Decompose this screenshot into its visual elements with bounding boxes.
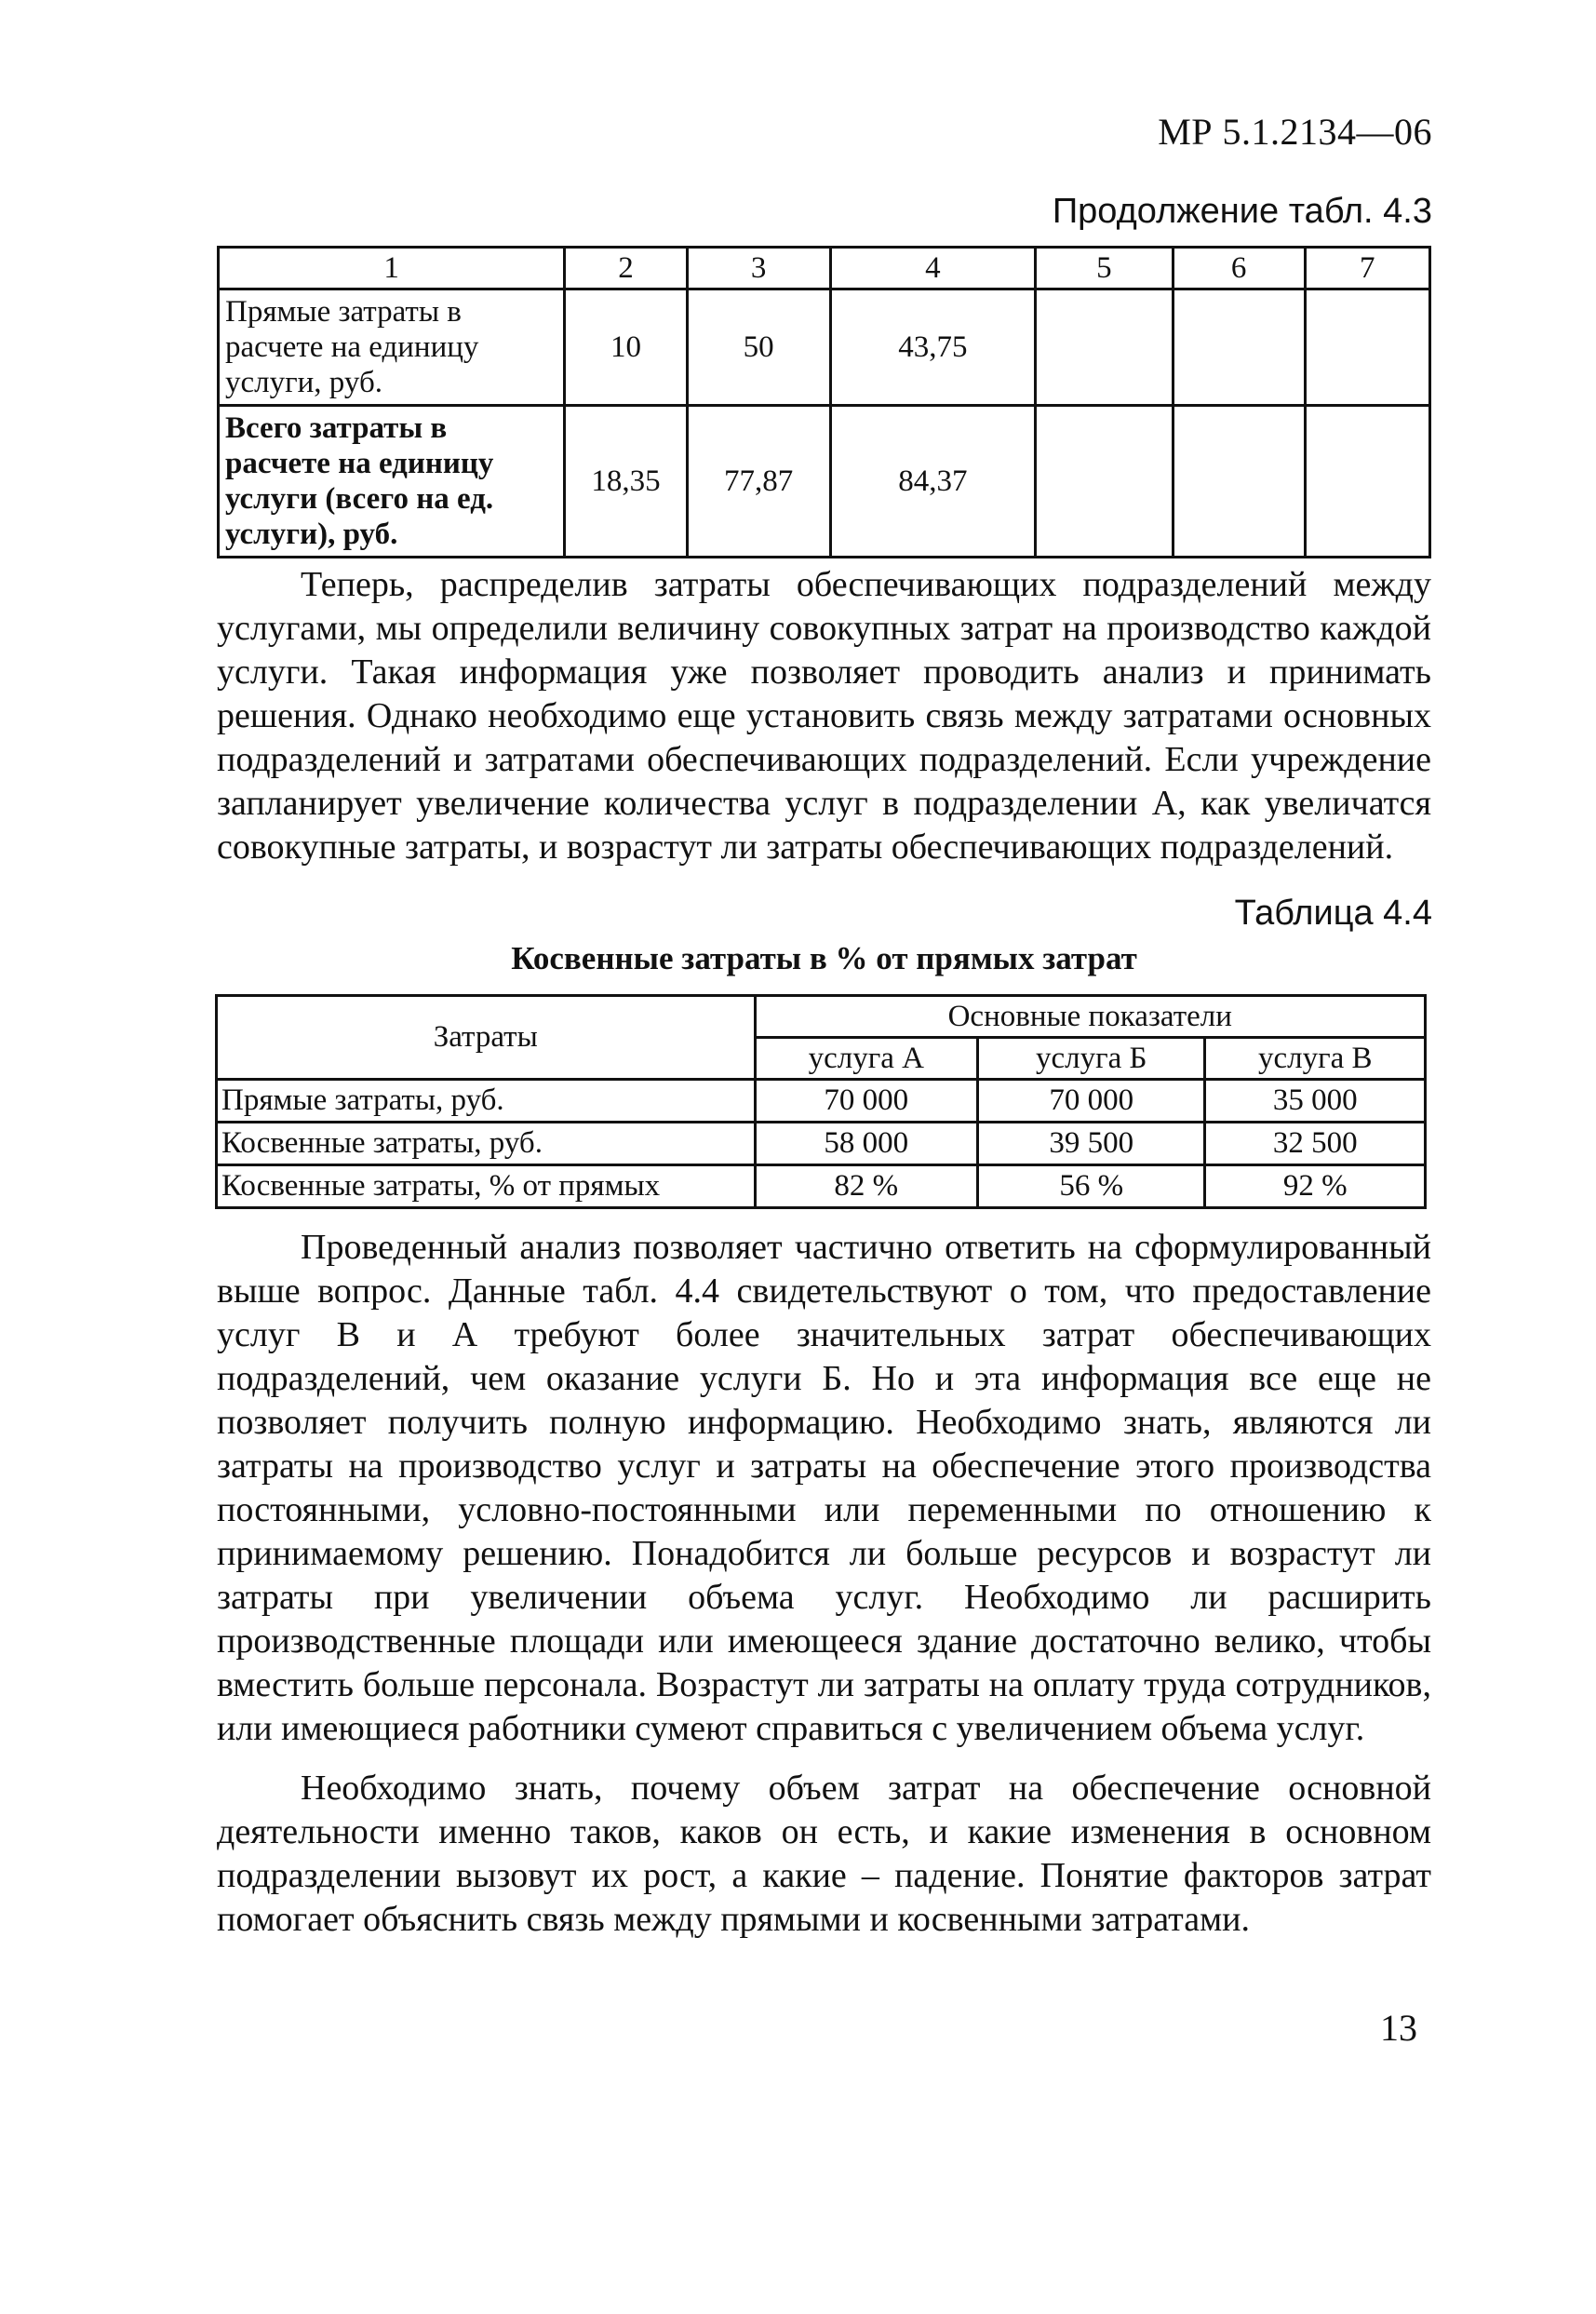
column-header: услуга В — [1205, 1038, 1426, 1080]
table-cell: 32 500 — [1205, 1123, 1426, 1165]
table-row — [219, 289, 1430, 406]
table-cell — [1035, 289, 1173, 406]
row-label: Прямые затраты, руб. — [217, 1080, 756, 1123]
table-row — [219, 406, 1430, 558]
table-cell: 70 000 — [978, 1080, 1205, 1123]
table-row — [217, 1080, 1426, 1123]
table-cell: 39 500 — [978, 1123, 1205, 1165]
column-header: Затраты — [217, 996, 756, 1080]
paragraph: Теперь, распределив затраты обеспечивающих подразделений между услугами, мы определили величину совокупных затрат на производство каждой услуги. Такая информация уже позволяет проводить анализ и принимать решения. Однако необходимо еще установить связь между затратами основных подразделений и затратами обеспечивающих подразделений. Если учреждение запланирует увеличение количества услуг в подразделении А, как увеличатся совокупные затраты, и возрастут ли затраты обеспечивающих подразделений. — [217, 565, 1431, 867]
table-cell: 43,75 — [830, 289, 1035, 406]
table-cell — [1173, 289, 1305, 406]
table-cell: 84,37 — [830, 406, 1035, 558]
table-cell: 50 — [687, 289, 830, 406]
table-cell — [1305, 406, 1430, 558]
table-row — [217, 1165, 1426, 1208]
page-number: 13 — [1380, 2007, 1417, 2049]
document-code: МР 5.1.2134—06 — [1158, 111, 1432, 153]
column-header: 2 — [565, 248, 687, 289]
table-cell: 58 000 — [755, 1123, 977, 1165]
row-label: Прямые затраты в расчете на единицу услуги, руб. — [219, 289, 565, 406]
table-cell: 77,87 — [687, 406, 830, 558]
table-cell: 10 — [565, 289, 687, 406]
table-row — [217, 1123, 1426, 1165]
column-header: услуга Б — [978, 1038, 1205, 1080]
table-cell: 56 % — [978, 1165, 1205, 1208]
column-header: 3 — [687, 248, 830, 289]
paragraph: Проведенный анализ позволяет частично ответить на сформулированный выше вопрос. Данные табл. 4.4 свидетельствуют о том, что предоставление услуг В и А требуют более значительных затрат обеспечивающих подразделений, чем оказание услуги Б. Но и эта информация все еще не позволяет получить полную информацию. Необходимо знать, являются ли затраты на производство услуг и затраты на обеспечение этого производства постоянными, условно-постоянными или переменными по отношению к принимаемому решению. Понадобится ли больше ресурсов и возрастут ли затраты при увеличении объема услуг. Необходимо ли расширить производственные площади или имеющееся здание достаточно велико, чтобы вместить больше персонала. Возрастут ли затраты на оплату труда сотрудников, или имеющиеся работники сумеют справиться с увеличением объема услуг. — [217, 1228, 1431, 1748]
table-cell: 18,35 — [565, 406, 687, 558]
table-cell: 92 % — [1205, 1165, 1426, 1208]
column-header: услуга А — [755, 1038, 977, 1080]
table-cell — [1305, 289, 1430, 406]
table-4-3-continuation — [217, 246, 1431, 558]
column-header: 7 — [1305, 248, 1430, 289]
table-continuation-label: Продолжение табл. 4.3 — [1052, 192, 1432, 231]
paragraph: Необходимо знать, почему объем затрат на обеспечение основной деятельности именно таков, каков он есть, и какие изменения в основном подразделении вызовут их рост, а какие – падение. Понятие факторов затрат помогает объяснить связь между прямыми и косвенными затратами. — [217, 1769, 1431, 1939]
row-label: Всего затраты в расчете на единицу услуги (всего на ед. услуги), руб. — [219, 406, 565, 558]
table-cell: 82 % — [755, 1165, 977, 1208]
table-number-label: Таблица 4.4 — [1234, 894, 1432, 933]
table-cell: 35 000 — [1205, 1080, 1426, 1123]
table-header-row — [219, 248, 1430, 289]
table-4-4 — [215, 994, 1427, 1209]
table-cell: 70 000 — [755, 1080, 977, 1123]
column-header: 4 — [830, 248, 1035, 289]
column-header: 6 — [1173, 248, 1305, 289]
table-title: Косвенные затраты в % от прямых затрат — [511, 940, 1137, 976]
table-cell — [1035, 406, 1173, 558]
row-label: Косвенные затраты, % от прямых — [217, 1165, 756, 1208]
column-group-header: Основные показатели — [755, 996, 1425, 1038]
column-header: 5 — [1035, 248, 1173, 289]
table-header-row — [217, 996, 1426, 1038]
row-label: Косвенные затраты, руб. — [217, 1123, 756, 1165]
column-header: 1 — [219, 248, 565, 289]
table-cell — [1173, 406, 1305, 558]
